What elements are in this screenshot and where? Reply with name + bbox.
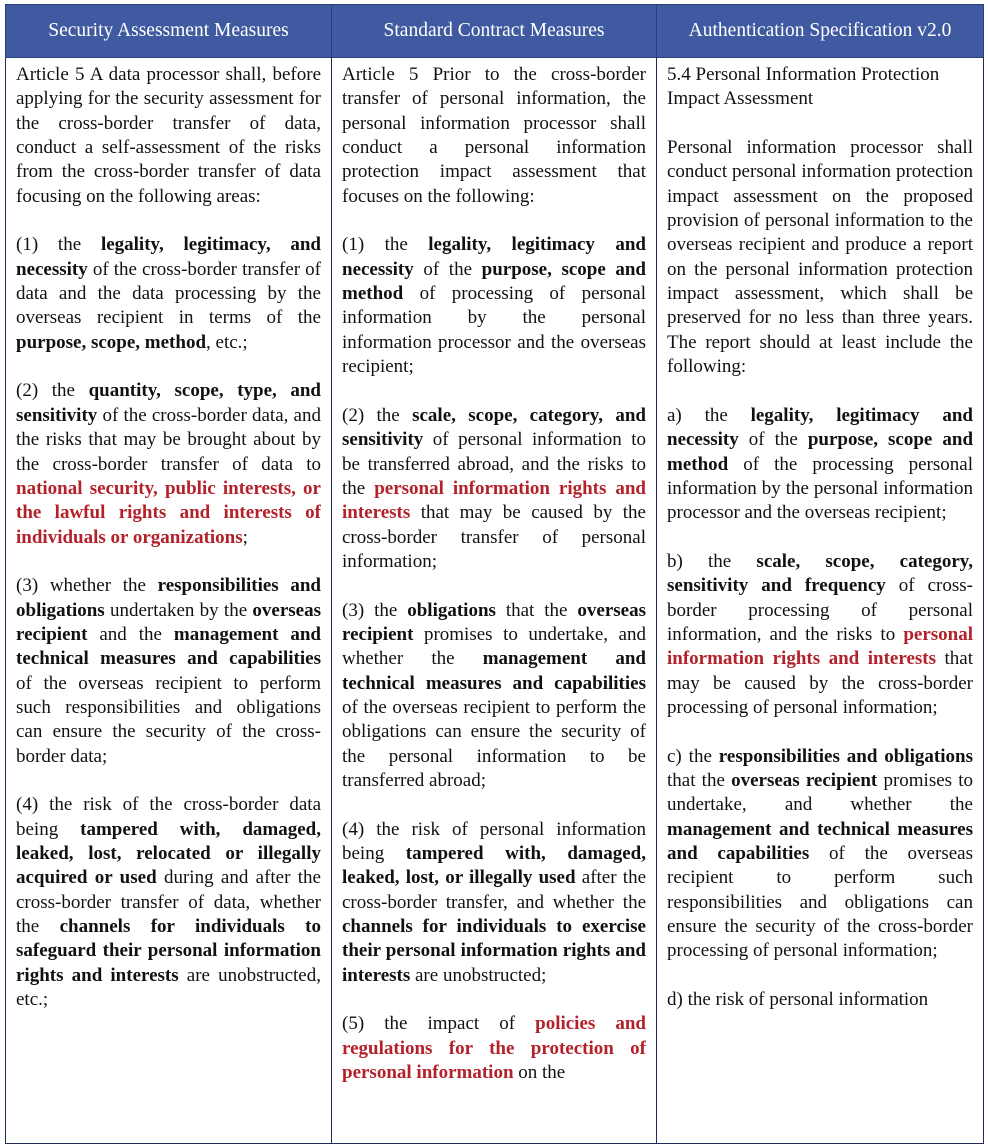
paragraph-item-1 [342,233,646,379]
text-segment: (5) the impact of [342,1013,536,1035]
bold-text: overseas recipient [16,599,321,645]
text-segment: of the processing personal information by the personal information processor and the overseas recipient; [667,453,973,524]
text-segment: (4) the risk of personal information being [342,818,646,864]
header-security-assessment: Security Assessment Measures [6,5,332,58]
paragraph-item-1 [16,233,321,355]
highlighted-text: policies and regulations for the protection of personal information [342,1013,646,1084]
text-segment: (4) the risk of the cross-border data being [16,794,321,840]
highlighted-text: personal information rights and interests [667,623,973,670]
text-segment: are unobstructed; [410,964,547,986]
text-segment: (2) the [342,404,413,426]
paragraph-item-c [667,745,973,964]
text-segment: ; [242,526,248,548]
paragraph-intro: Article 5 Prior to the cross-border transfer of personal information, the personal information processor shall conduct a personal information protection impact assessment that focuses on the following: [342,64,646,207]
header-authentication-spec: Authentication Specification v2.0 [657,5,984,58]
bold-text: quantity, scope, type, and sensitivity [16,380,321,426]
bold-text: tampered with, damaged, leaked, lost, relocated or illegally acquired or used [16,818,321,889]
bold-text: legality, legitimacy and necessity [667,404,973,451]
text-segment: of the overseas recipient to perform the obligations can ensure the security of the personal information to be transferred abroad; [342,696,646,791]
paragraph-item-b [667,550,973,720]
paragraph-item-5 [342,1012,646,1085]
text-segment: on the [513,1062,566,1084]
section-heading: 5.4 Personal Information Protection Impact Assessment [667,64,940,110]
bold-text: purpose, scope and method [667,429,973,475]
bold-text: overseas recipient [731,769,878,791]
bold-text: tampered with, damaged, leaked, lost, or illegally used [342,843,646,889]
text-segment: (3) the [342,599,408,621]
paragraph-item-a [667,404,973,526]
text-segment: during and after the cross-border transfer of data, whether the [16,867,321,938]
text-segment: of the cross-border transfer of data and the data processing by the overseas recipient in terms of the [16,258,321,329]
highlighted-text: national security, public interests, or the lawful rights and interests of individuals or organizations [16,477,321,548]
text-segment: promises to undertake, and whether the [667,769,973,816]
paragraph-item-d [667,988,973,1012]
text-segment: (2) the [16,380,89,402]
paragraph-item-4 [342,818,646,988]
paragraph-item-2 [16,379,321,549]
text-segment: of the [413,258,482,280]
bold-text: management and technical measures and capabilities [16,623,321,670]
text-segment: (3) whether the [16,575,158,597]
text-segment: are unobstructed, etc.; [16,964,321,1011]
bold-text: channels for individuals to safeguard their personal information rights and interests [16,916,321,986]
column-standard-contract [332,58,657,1144]
bold-text: obligations [407,599,496,621]
bold-text: legality, legitimacy and necessity [342,234,646,280]
paragraph-item-3 [342,599,646,794]
text-segment: of cross-border processing of personal information, and the risks to [667,575,973,645]
text-segment: undertaken by the [104,599,253,621]
bold-text: overseas recipient [342,599,646,645]
bold-text: responsibilities and obligations [16,575,321,621]
bold-text: responsibilities and obligations [718,745,973,767]
text-segment: of processing of personal information by the personal information processor and the overseas recipient; [342,283,646,378]
text-segment: of the overseas recipient to perform such responsibilities and obligations can ensure the security of the cross-border data; [16,672,321,767]
text-segment: that may be caused by the cross-border transfer of personal information; [342,502,646,572]
text-segment: and the [87,623,174,645]
content-row [6,58,984,1144]
bold-text: management and technical measures and capabilities [667,818,973,864]
header-standard-contract: Standard Contract Measures [332,5,657,58]
bold-text: management and technical measures and capabilities [342,648,646,694]
text-segment: that the [667,769,732,791]
bold-text: scale, scope, category, and sensitivity [342,404,646,451]
text-segment: that the [495,599,578,621]
paragraph-item-2 [342,404,646,574]
highlighted-text: personal information rights and interests [342,477,646,524]
text-segment: c) the [667,745,719,767]
bold-text: purpose, scope, method [16,331,207,353]
bold-text: purpose, scope and method [342,258,646,305]
text-segment: of personal information to be transferred abroad, and the risks to the [342,429,646,499]
text-segment: after the cross-border transfer, and whether the [342,867,646,913]
text-segment: (1) the [16,234,101,256]
bold-text: scale, scope, category, sensitivity and frequency [667,550,973,597]
text-segment: of the overseas recipient to perform such responsibilities and obligations can ensure the security of the cross-border processing of personal information; [667,843,973,962]
bold-text: legality, legitimacy, and necessity [16,234,321,280]
bold-text: channels for individuals to exercise their personal information rights and interests [342,916,646,986]
text-segment: b) the [667,550,757,572]
text-segment: of the cross-border data, and the risks that may be brought about by the cross-border transfer of data to [16,404,321,475]
column-authentication-spec [657,58,984,1144]
text-segment: , etc.; [206,331,248,353]
text-segment: (1) the [342,234,429,256]
text-segment: d) the risk of personal information [667,989,929,1011]
paragraph-item-4 [16,793,321,1012]
header-row [6,5,984,58]
text-segment: that may be caused by the cross-border processing of personal information; [667,648,973,718]
paragraph-intro: Personal information processor shall conduct personal information protection impact assessment on the proposed provision of personal information to the overseas recipient and produce a report on the personal information protection impact assessment, which shall be preserved for no less than three years. The report should at least include the following: [667,137,973,378]
text-segment: promises to undertake, and whether the [342,623,646,670]
comparison-table [5,4,984,1144]
paragraph-item-3 [16,574,321,769]
paragraph-intro: Article 5 A data processor shall, before applying for the security assessment for the cross-border transfer of data, conduct a self-assessment of the risks from the cross-border transfer of data focusing on the following areas: [16,64,321,207]
text-segment: of the [738,429,808,451]
text-segment: a) the [667,404,751,426]
column-security-assessment [6,58,332,1144]
